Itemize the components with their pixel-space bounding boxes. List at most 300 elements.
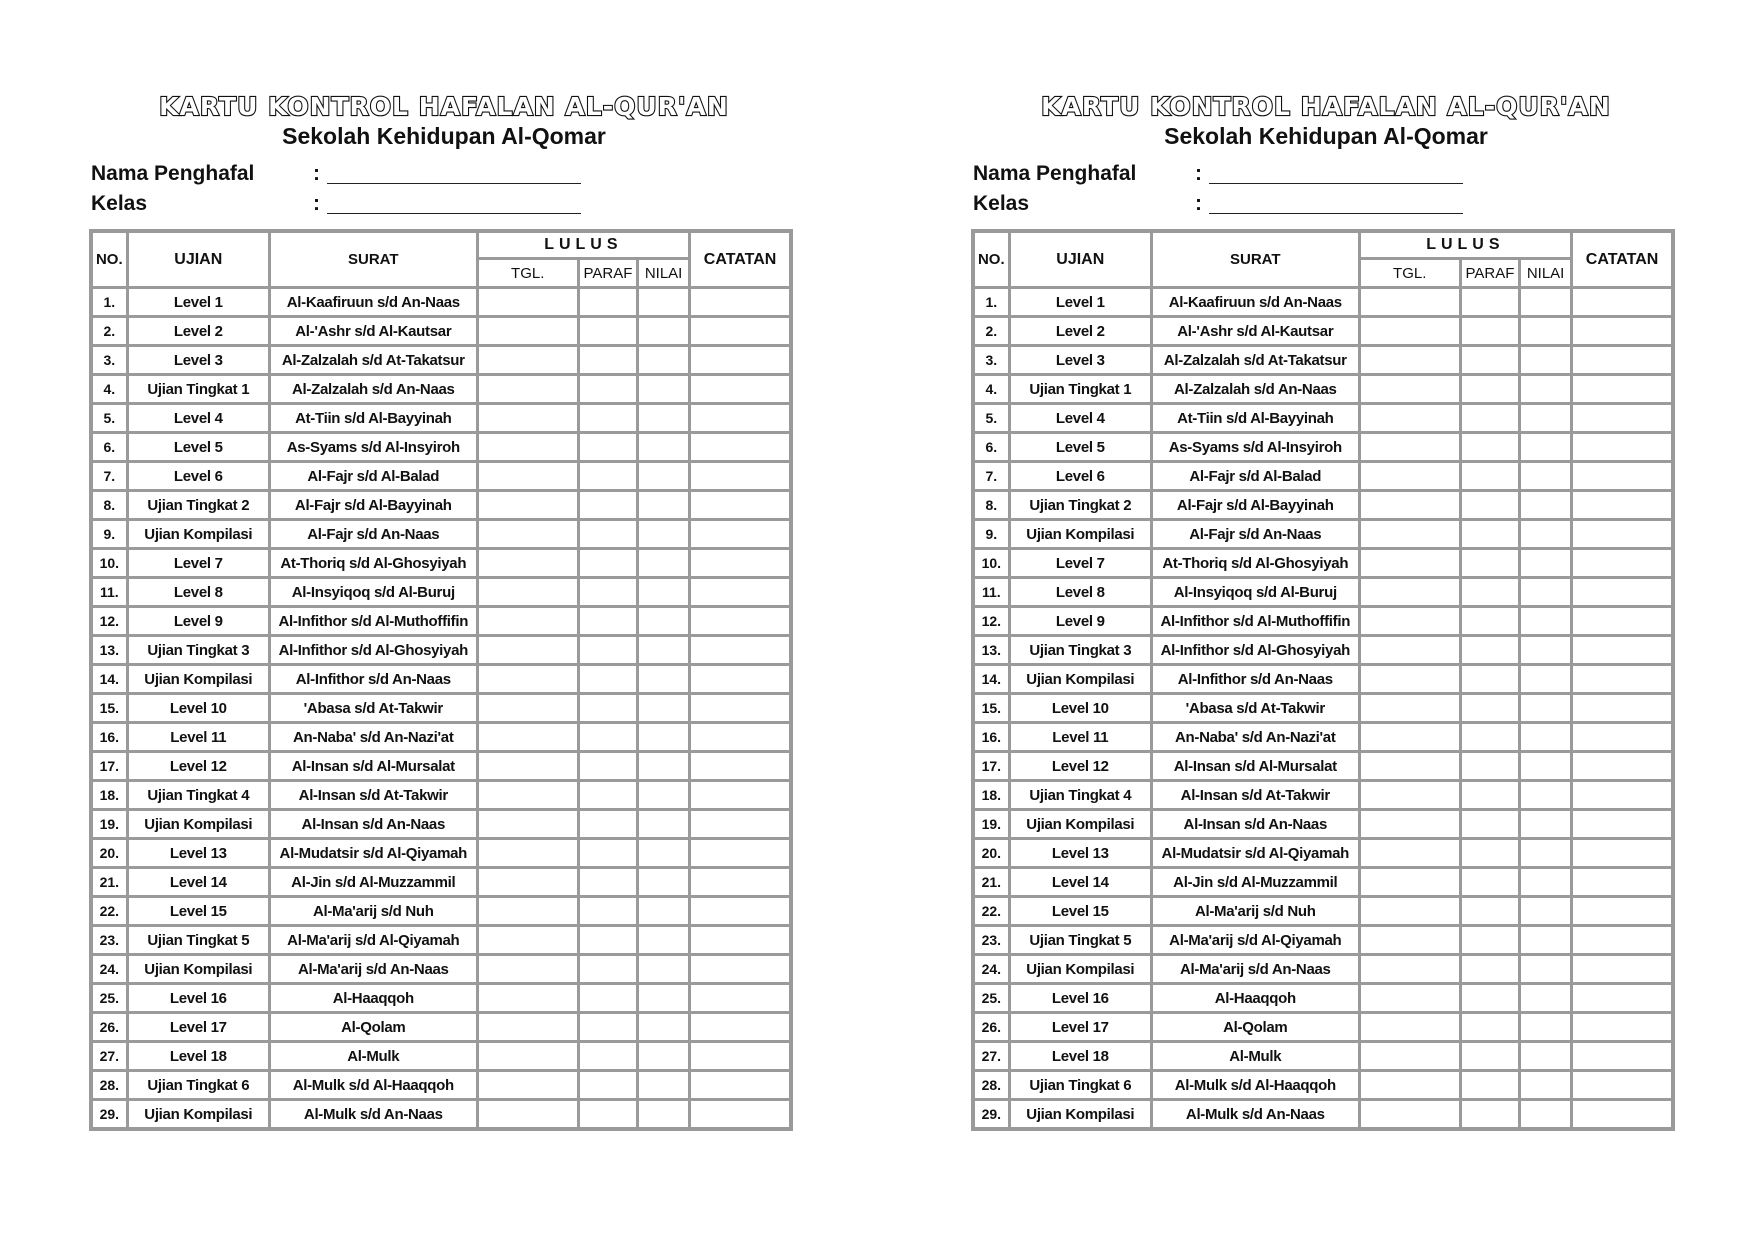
notes-cell[interactable] — [690, 404, 791, 433]
school-name: Sekolah Kehidupan Al-Qomar — [282, 123, 606, 149]
signature-cell[interactable] — [578, 462, 637, 491]
date-cell[interactable] — [1359, 520, 1460, 549]
notes-cell[interactable] — [690, 491, 791, 520]
table-row — [91, 839, 791, 868]
notes-cell[interactable] — [690, 578, 791, 607]
notes-cell[interactable] — [690, 346, 791, 375]
table-row — [973, 375, 1673, 404]
score-cell[interactable] — [1520, 1042, 1572, 1071]
date-cell[interactable] — [477, 288, 578, 317]
row-surah: Al-Insan s/d Al-Mursalat — [1152, 752, 1360, 781]
signature-cell[interactable] — [578, 317, 637, 346]
signature-cell[interactable] — [1460, 578, 1519, 607]
row-number: 9. — [91, 520, 127, 549]
row-surah: At-Thoriq s/d Al-Ghosyiyah — [1152, 549, 1360, 578]
score-cell[interactable] — [1520, 636, 1572, 665]
notes-cell[interactable] — [1572, 723, 1673, 752]
score-cell[interactable] — [638, 781, 690, 810]
row-number: 27. — [91, 1042, 127, 1071]
signature-cell[interactable] — [1460, 520, 1519, 549]
signature-cell[interactable] — [1460, 897, 1519, 926]
name-blank-line[interactable] — [1209, 183, 1463, 184]
header-surat: SURAT — [1152, 231, 1360, 288]
score-cell[interactable] — [638, 1071, 690, 1100]
header-ujian: UJIAN — [1009, 231, 1151, 288]
notes-cell[interactable] — [690, 839, 791, 868]
score-cell[interactable] — [1520, 375, 1572, 404]
row-exam: Level 7 — [127, 549, 269, 578]
table-row — [91, 462, 791, 491]
score-cell[interactable] — [1520, 926, 1572, 955]
notes-cell[interactable] — [1572, 955, 1673, 984]
signature-cell[interactable] — [1460, 868, 1519, 897]
row-exam: Ujian Tingkat 5 — [127, 926, 269, 955]
notes-cell[interactable] — [690, 607, 791, 636]
signature-cell[interactable] — [578, 491, 637, 520]
date-cell[interactable] — [477, 839, 578, 868]
notes-cell[interactable] — [1572, 868, 1673, 897]
score-cell[interactable] — [1520, 955, 1572, 984]
date-cell[interactable] — [477, 578, 578, 607]
row-number: 2. — [973, 317, 1009, 346]
notes-cell[interactable] — [1572, 1042, 1673, 1071]
table-row — [91, 375, 791, 404]
table-row — [91, 491, 791, 520]
notes-cell[interactable] — [1572, 1071, 1673, 1100]
signature-cell[interactable] — [1460, 288, 1519, 317]
row-surah: Al-Haaqqoh — [1152, 984, 1360, 1013]
table-row — [973, 1071, 1673, 1100]
notes-cell[interactable] — [690, 810, 791, 839]
row-number: 1. — [973, 288, 1009, 317]
notes-cell[interactable] — [690, 636, 791, 665]
date-cell[interactable] — [1359, 1071, 1460, 1100]
score-cell[interactable] — [1520, 984, 1572, 1013]
score-cell[interactable] — [638, 375, 690, 404]
notes-cell[interactable] — [1572, 636, 1673, 665]
date-cell[interactable] — [477, 868, 578, 897]
row-number: 22. — [973, 897, 1009, 926]
score-cell[interactable] — [638, 984, 690, 1013]
notes-cell[interactable] — [690, 752, 791, 781]
score-cell[interactable] — [638, 549, 690, 578]
notes-cell[interactable] — [1572, 520, 1673, 549]
notes-cell[interactable] — [1572, 346, 1673, 375]
score-cell[interactable] — [1520, 839, 1572, 868]
field-colon: : — [313, 192, 320, 215]
score-cell[interactable] — [1520, 346, 1572, 375]
notes-cell[interactable] — [690, 1100, 791, 1130]
score-cell[interactable] — [638, 897, 690, 926]
score-cell[interactable] — [638, 694, 690, 723]
score-cell[interactable] — [638, 346, 690, 375]
row-surah: Al-Mulk s/d Al-Haaqqoh — [270, 1071, 478, 1100]
signature-cell[interactable] — [1460, 375, 1519, 404]
signature-cell[interactable] — [1460, 984, 1519, 1013]
signature-cell[interactable] — [578, 665, 637, 694]
date-cell[interactable] — [1359, 288, 1460, 317]
score-cell[interactable] — [1520, 868, 1572, 897]
table-row — [91, 781, 791, 810]
score-cell[interactable] — [1520, 897, 1572, 926]
signature-cell[interactable] — [1460, 346, 1519, 375]
notes-cell[interactable] — [1572, 549, 1673, 578]
table-row — [973, 549, 1673, 578]
signature-cell[interactable] — [578, 1042, 637, 1071]
row-surah: Al-'Ashr s/d Al-Kautsar — [1152, 317, 1360, 346]
date-cell[interactable] — [1359, 897, 1460, 926]
row-surah: Al-Fajr s/d An-Naas — [1152, 520, 1360, 549]
signature-cell[interactable] — [1460, 607, 1519, 636]
notes-cell[interactable] — [690, 520, 791, 549]
score-cell[interactable] — [1520, 781, 1572, 810]
signature-cell[interactable] — [578, 897, 637, 926]
date-cell[interactable] — [477, 752, 578, 781]
score-cell[interactable] — [1520, 810, 1572, 839]
score-cell[interactable] — [638, 926, 690, 955]
signature-cell[interactable] — [1460, 839, 1519, 868]
row-exam: Level 15 — [127, 897, 269, 926]
date-cell[interactable] — [1359, 1013, 1460, 1042]
date-cell[interactable] — [1359, 375, 1460, 404]
notes-cell[interactable] — [1572, 984, 1673, 1013]
notes-cell[interactable] — [1572, 694, 1673, 723]
notes-cell[interactable] — [1572, 665, 1673, 694]
signature-cell[interactable] — [1460, 433, 1519, 462]
date-cell[interactable] — [1359, 317, 1460, 346]
notes-cell[interactable] — [1572, 1013, 1673, 1042]
notes-cell[interactable] — [1572, 288, 1673, 317]
signature-cell[interactable] — [578, 1100, 637, 1130]
date-cell[interactable] — [1359, 1100, 1460, 1130]
signature-cell[interactable] — [578, 433, 637, 462]
row-exam: Ujian Tingkat 3 — [127, 636, 269, 665]
date-cell[interactable] — [1359, 462, 1460, 491]
notes-cell[interactable] — [690, 694, 791, 723]
signature-cell[interactable] — [578, 288, 637, 317]
row-surah: Al-Zalzalah s/d An-Naas — [270, 375, 478, 404]
score-cell[interactable] — [638, 810, 690, 839]
notes-cell[interactable] — [690, 868, 791, 897]
notes-cell[interactable] — [1572, 926, 1673, 955]
memorization-table — [89, 229, 793, 1131]
notes-cell[interactable] — [690, 955, 791, 984]
signature-cell[interactable] — [578, 723, 637, 752]
signature-cell[interactable] — [1460, 694, 1519, 723]
score-cell[interactable] — [1520, 723, 1572, 752]
score-cell[interactable] — [638, 868, 690, 897]
date-cell[interactable] — [477, 723, 578, 752]
date-cell[interactable] — [477, 810, 578, 839]
date-cell[interactable] — [477, 1100, 578, 1130]
table-row — [973, 723, 1673, 752]
notes-cell[interactable] — [1572, 462, 1673, 491]
signature-cell[interactable] — [578, 607, 637, 636]
date-cell[interactable] — [1359, 549, 1460, 578]
score-cell[interactable] — [1520, 433, 1572, 462]
score-cell[interactable] — [638, 462, 690, 491]
table-row — [91, 433, 791, 462]
class-blank-line[interactable] — [1209, 213, 1463, 214]
signature-cell[interactable] — [578, 346, 637, 375]
signature-cell[interactable] — [578, 549, 637, 578]
signature-cell[interactable] — [578, 926, 637, 955]
score-cell[interactable] — [1520, 752, 1572, 781]
header-nilai: NILAI — [638, 259, 690, 288]
name-blank-line[interactable] — [327, 183, 581, 184]
row-number: 17. — [973, 752, 1009, 781]
score-cell[interactable] — [638, 1100, 690, 1130]
date-cell[interactable] — [477, 636, 578, 665]
date-cell[interactable] — [477, 926, 578, 955]
signature-cell[interactable] — [578, 694, 637, 723]
notes-cell[interactable] — [1572, 781, 1673, 810]
date-cell[interactable] — [1359, 868, 1460, 897]
date-cell[interactable] — [1359, 694, 1460, 723]
date-cell[interactable] — [1359, 810, 1460, 839]
row-number: 12. — [973, 607, 1009, 636]
date-cell[interactable] — [477, 897, 578, 926]
row-number: 20. — [91, 839, 127, 868]
notes-cell[interactable] — [690, 549, 791, 578]
row-surah: Al-Kaafiruun s/d An-Naas — [270, 288, 478, 317]
date-cell[interactable] — [477, 346, 578, 375]
date-cell[interactable] — [1359, 636, 1460, 665]
signature-cell[interactable] — [1460, 1071, 1519, 1100]
date-cell[interactable] — [1359, 955, 1460, 984]
signature-cell[interactable] — [1460, 810, 1519, 839]
row-surah: Al-Mudatsir s/d Al-Qiyamah — [270, 839, 478, 868]
signature-cell[interactable] — [1460, 1100, 1519, 1130]
row-surah: Al-Mulk — [1152, 1042, 1360, 1071]
score-cell[interactable] — [638, 520, 690, 549]
date-cell[interactable] — [1359, 984, 1460, 1013]
notes-cell[interactable] — [690, 1013, 791, 1042]
notes-cell[interactable] — [690, 926, 791, 955]
date-cell[interactable] — [477, 520, 578, 549]
notes-cell[interactable] — [1572, 317, 1673, 346]
signature-cell[interactable] — [1460, 752, 1519, 781]
signature-cell[interactable] — [1460, 926, 1519, 955]
score-cell[interactable] — [638, 607, 690, 636]
row-surah: Al-Kaafiruun s/d An-Naas — [1152, 288, 1360, 317]
signature-cell[interactable] — [1460, 1042, 1519, 1071]
score-cell[interactable] — [638, 752, 690, 781]
notes-cell[interactable] — [690, 375, 791, 404]
date-cell[interactable] — [477, 955, 578, 984]
notes-cell[interactable] — [1572, 1100, 1673, 1130]
signature-cell[interactable] — [578, 578, 637, 607]
row-surah: Al-Mulk s/d An-Naas — [1152, 1100, 1360, 1130]
signature-cell[interactable] — [1460, 317, 1519, 346]
signature-cell[interactable] — [578, 1013, 637, 1042]
date-cell[interactable] — [1359, 491, 1460, 520]
score-cell[interactable] — [1520, 665, 1572, 694]
notes-cell[interactable] — [690, 1071, 791, 1100]
card-title-art: KARTU KONTROL HAFALAN AL-QUR'AN — [1041, 92, 1611, 121]
signature-cell[interactable] — [1460, 549, 1519, 578]
signature-cell[interactable] — [578, 752, 637, 781]
date-cell[interactable] — [1359, 839, 1460, 868]
signature-cell[interactable] — [1460, 462, 1519, 491]
table-row — [91, 694, 791, 723]
signature-cell[interactable] — [1460, 636, 1519, 665]
score-cell[interactable] — [1520, 1071, 1572, 1100]
signature-cell[interactable] — [578, 636, 637, 665]
signature-cell[interactable] — [1460, 1013, 1519, 1042]
date-cell[interactable] — [477, 1071, 578, 1100]
signature-cell[interactable] — [1460, 491, 1519, 520]
signature-cell[interactable] — [578, 984, 637, 1013]
date-cell[interactable] — [1359, 607, 1460, 636]
signature-cell[interactable] — [578, 404, 637, 433]
date-cell[interactable] — [477, 984, 578, 1013]
class-blank-line[interactable] — [327, 213, 581, 214]
score-cell[interactable] — [638, 288, 690, 317]
date-cell[interactable] — [1359, 665, 1460, 694]
notes-cell[interactable] — [690, 897, 791, 926]
signature-cell[interactable] — [578, 955, 637, 984]
row-exam: Ujian Tingkat 2 — [127, 491, 269, 520]
date-cell[interactable] — [1359, 346, 1460, 375]
row-number: 26. — [973, 1013, 1009, 1042]
notes-cell[interactable] — [1572, 607, 1673, 636]
score-cell[interactable] — [1520, 694, 1572, 723]
date-cell[interactable] — [1359, 1042, 1460, 1071]
notes-cell[interactable] — [690, 317, 791, 346]
score-cell[interactable] — [638, 723, 690, 752]
date-cell[interactable] — [1359, 752, 1460, 781]
date-cell[interactable] — [477, 433, 578, 462]
score-cell[interactable] — [1520, 520, 1572, 549]
signature-cell[interactable] — [1460, 404, 1519, 433]
score-cell[interactable] — [638, 433, 690, 462]
score-cell[interactable] — [1520, 404, 1572, 433]
score-cell[interactable] — [1520, 549, 1572, 578]
notes-cell[interactable] — [690, 462, 791, 491]
date-cell[interactable] — [1359, 723, 1460, 752]
notes-cell[interactable] — [1572, 752, 1673, 781]
notes-cell[interactable] — [1572, 404, 1673, 433]
notes-cell[interactable] — [690, 781, 791, 810]
row-exam: Level 1 — [1009, 288, 1151, 317]
notes-cell[interactable] — [690, 433, 791, 462]
notes-cell[interactable] — [690, 665, 791, 694]
date-cell[interactable] — [477, 462, 578, 491]
score-cell[interactable] — [638, 578, 690, 607]
date-cell[interactable] — [477, 404, 578, 433]
date-cell[interactable] — [477, 781, 578, 810]
signature-cell[interactable] — [578, 868, 637, 897]
table-row — [91, 926, 791, 955]
signature-cell[interactable] — [578, 839, 637, 868]
score-cell[interactable] — [638, 491, 690, 520]
score-cell[interactable] — [1520, 288, 1572, 317]
row-number: 28. — [91, 1071, 127, 1100]
date-cell[interactable] — [1359, 781, 1460, 810]
row-surah: Al-Infithor s/d An-Naas — [1152, 665, 1360, 694]
notes-cell[interactable] — [690, 723, 791, 752]
signature-cell[interactable] — [578, 520, 637, 549]
table-row — [91, 1013, 791, 1042]
score-cell[interactable] — [638, 665, 690, 694]
signature-cell[interactable] — [1460, 665, 1519, 694]
score-cell[interactable] — [1520, 1013, 1572, 1042]
signature-cell[interactable] — [1460, 955, 1519, 984]
class-field-label: Kelas — [91, 192, 148, 215]
date-cell[interactable] — [1359, 578, 1460, 607]
date-cell[interactable] — [477, 694, 578, 723]
date-cell[interactable] — [1359, 926, 1460, 955]
notes-cell[interactable] — [690, 288, 791, 317]
notes-cell[interactable] — [690, 984, 791, 1013]
date-cell[interactable] — [477, 1042, 578, 1071]
score-cell[interactable] — [1520, 462, 1572, 491]
score-cell[interactable] — [1520, 317, 1572, 346]
score-cell[interactable] — [1520, 607, 1572, 636]
row-number: 8. — [973, 491, 1009, 520]
signature-cell[interactable] — [578, 781, 637, 810]
row-exam: Level 2 — [1009, 317, 1151, 346]
header-no: NO. — [91, 231, 127, 288]
notes-cell[interactable] — [690, 1042, 791, 1071]
score-cell[interactable] — [1520, 1100, 1572, 1130]
score-cell[interactable] — [638, 404, 690, 433]
signature-cell[interactable] — [578, 375, 637, 404]
notes-cell[interactable] — [1572, 375, 1673, 404]
notes-cell[interactable] — [1572, 578, 1673, 607]
date-cell[interactable] — [477, 607, 578, 636]
score-cell[interactable] — [1520, 491, 1572, 520]
table-row — [973, 433, 1673, 462]
table-row — [973, 926, 1673, 955]
date-cell[interactable] — [477, 317, 578, 346]
card-title-art: KARTU KONTROL HAFALAN AL-QUR'AN — [159, 92, 729, 121]
score-cell[interactable] — [638, 1013, 690, 1042]
table-row — [973, 520, 1673, 549]
score-cell[interactable] — [638, 955, 690, 984]
score-cell[interactable] — [638, 636, 690, 665]
date-cell[interactable] — [477, 665, 578, 694]
score-cell[interactable] — [638, 839, 690, 868]
notes-cell[interactable] — [1572, 839, 1673, 868]
date-cell[interactable] — [1359, 404, 1460, 433]
signature-cell[interactable] — [1460, 723, 1519, 752]
row-number: 1. — [91, 288, 127, 317]
date-cell[interactable] — [477, 1013, 578, 1042]
date-cell[interactable] — [477, 549, 578, 578]
notes-cell[interactable] — [1572, 810, 1673, 839]
notes-cell[interactable] — [1572, 897, 1673, 926]
date-cell[interactable] — [477, 375, 578, 404]
table-row — [91, 549, 791, 578]
row-number: 17. — [91, 752, 127, 781]
score-cell[interactable] — [638, 1042, 690, 1071]
row-number: 23. — [91, 926, 127, 955]
score-cell[interactable] — [1520, 578, 1572, 607]
date-cell[interactable] — [477, 491, 578, 520]
signature-cell[interactable] — [1460, 781, 1519, 810]
signature-cell[interactable] — [578, 810, 637, 839]
name-field-label: Nama Penghafal — [973, 162, 1137, 185]
score-cell[interactable] — [638, 317, 690, 346]
row-number: 11. — [91, 578, 127, 607]
row-number: 13. — [973, 636, 1009, 665]
notes-cell[interactable] — [1572, 433, 1673, 462]
signature-cell[interactable] — [578, 1071, 637, 1100]
notes-cell[interactable] — [1572, 491, 1673, 520]
date-cell[interactable] — [1359, 433, 1460, 462]
